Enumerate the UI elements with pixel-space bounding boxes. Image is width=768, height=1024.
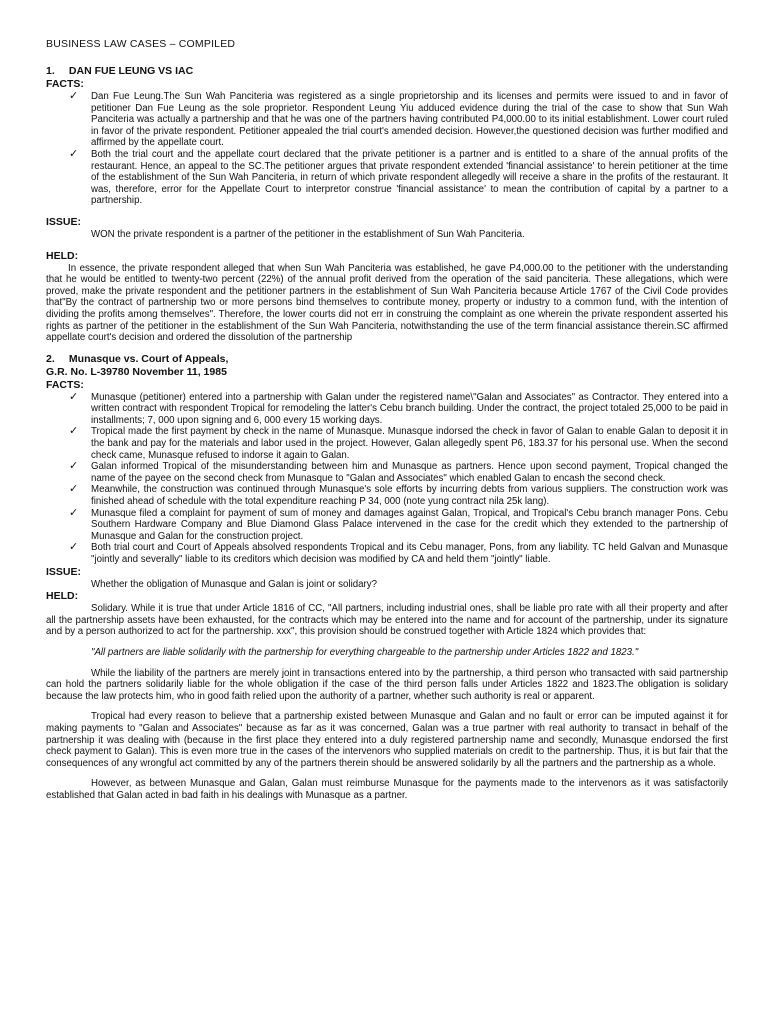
case-2-paragraph: While the liability of the partners are merely joint in transactions entered into by the partnership, a third person who transacted with said partnership can hold the partners solidarily liable for the whole obligation if the case of the third person falls under Articles 1822 and 1823.The obligation is solidary because the law protects him, who in good faith relied upon the authority of a partner, whether such authority is real or apparent. — [46, 667, 728, 702]
list-item: ✓ Dan Fue Leung.The Sun Wah Panciteria was registered as a single proprietorship and its licenses and permits were issued to and in favor of petitioner Dan Fue Leung as the sole proprietor. Respondent Leung Yiu adduced evidence during the trial of the case to show that Sun Wah Panciteria was actually a partnership and that he was one of the partners having contributed P4,000.00 to its initial establishment. Lower court ruled in favor of the private respondent. Petitioner appealed the trial court's amended decision. However,the questioned decision was further modified and affirmed by the appellate court. — [69, 90, 728, 149]
case-2-title: Munasque vs. Court of Appeals, — [68, 352, 229, 365]
case-2-issue-label: ISSUE: — [46, 565, 82, 578]
checkmark-icon: ✓ — [69, 147, 79, 160]
case-2-facts-label: FACTS: — [46, 378, 84, 391]
case-2-facts-list — [46, 392, 728, 566]
checkmark-icon: ✓ — [69, 390, 79, 403]
case-1-number: 1. — [46, 65, 55, 77]
case-2-paragraph: However, as between Munasque and Galan, Galan must reimburse Munasque for the payments made to the intervenors as it was satisfactorily established that Galan acted in bad faith in his dealings with Munasque as a partner. — [46, 778, 728, 801]
case-2-paragraph: Tropical had every reason to believe that a partnership existed between Munasque and Galan and no fault or error can be imputed against it for making payments to "Galan and Associates" because as far as it was concerned, Galan was a true partner with real authority to transact in behalf of the partnership it was dealing with (because in the first place they entered into a duly registered partnership name and secondly, Munasque endorsed the first check payment to Galan). This is even more true in the cases of the intervenors who supplied materials on credit to the partnership. Thus, it is but fair that the consequences of any wrongful act committed by any of the partners therein should be answered solidarily by all the partners and the partnership as a whole. — [46, 711, 728, 769]
case-2-heading — [46, 353, 728, 366]
case-1-issue: WON the private respondent is a partner of the petitioner in the establishment of Sun Wah Panciteria. — [91, 228, 525, 240]
document-title: BUSINESS LAW CASES – COMPILED — [46, 38, 236, 50]
checkmark-icon: ✓ — [69, 425, 79, 438]
checkmark-icon: ✓ — [69, 541, 79, 554]
case-2-gr-number: G.R. No. L-39780 November 11, 1985 — [46, 365, 227, 378]
list-item: ✓ Galan informed Tropical of the misunderstanding between him and Munasque as partners. Hence upon second payment, Tropical changed the name of the payee on the second check from Munasque to "Galan and Associates" which enabled Galan to encash the second check. — [69, 460, 728, 484]
checkmark-icon: ✓ — [69, 506, 79, 519]
case-1-issue-label: ISSUE: — [46, 215, 82, 228]
list-item: ✓ Meanwhile, the construction was continued through Munasque's sole efforts by incurring debts from various suppliers. The construction work was finished ahead of schedule with the total expenditure reaching P 34, 000 (note yung contract nila 25k lang). — [69, 483, 728, 508]
case-1-heading — [46, 65, 728, 78]
list-item: ✓ Munasque (petitioner) entered into a partnership with Galan under the registered name\"Galan and Associates" as Contractor. They entered into a written contract with respondent Tropical for remodeling the latter's Cebu branch building. Under the contract, the project totaled 25,000 to be paid in installments; 7, 000 upon signing and 6, 000 every 15 working days. — [69, 390, 728, 426]
case-1-facts-label: FACTS: — [46, 78, 84, 90]
case-1-held-label: HELD: — [46, 249, 79, 262]
case-2-held: Solidary. While it is true that under Article 1816 of CC, "All partners, including industrial ones, shall be liable pro rate with all their property and after all the partnership assets have been exhausted, for the contracts which may be entered into the name and for account of the partnership, under its signature and by a person authorized to act for the partnership. xxx", this provision should be construed together with Article 1824 which provides that: — [46, 603, 728, 638]
checkmark-icon: ✓ — [69, 460, 79, 473]
checkmark-icon: ✓ — [69, 90, 79, 102]
case-1-held: In essence, the private respondent alleged that when Sun Wah Panciteria was established, he gave P4,000.00 to the petitioner with the understanding that he would be entitled to twenty-two percent (22%) of the annual profit derived from the operation of the said panciteria. These allegations, which were proved, make the private respondent and the petitioner partners in the establishment of Sun Wah Panciteria because Article 1767 of the Civil Code provides that"By the contract of partnership two or more persons bind themselves to contribute money, property or industry to a common fund, with the intention of dividing the profits among themselves". Therefore, the lower courts did not err in construing the complaint as one wherein the private respondent asserted his rights as partner of the petitioner in the establishment of the Sun Wah Panciteria, notwithstanding the use of the term financial assistance therein.SC affirmed appellate court's decision and ordered the dissolution of the partnership — [46, 262, 728, 344]
checkmark-icon: ✓ — [69, 483, 79, 496]
case-1-title: DAN FUE LEUNG VS IAC — [68, 65, 194, 77]
case-2-held-label: HELD: — [46, 590, 79, 603]
list-item: ✓ Both trial court and Court of Appeals absolved respondents Tropical and its Cebu manager, Pons, from any liability. TC held Galvan and Munasque "jointly and severally" liable to its creditors which decision was modified by CA and held them "jointly" liable. — [69, 541, 728, 565]
case-2-issue: Whether the obligation of Munasque and Galan is joint or solidary? — [91, 578, 377, 590]
list-item: ✓ Both the trial court and the appellate court declared that the private petitioner is a partner and is entitled to a share of the annual profits of the restaurant. Hence, an appeal to the SC.The petitioner argues that private respondent extended 'financial assistance' to herein petitioner at the time of the establishment of the Sun Wah Panciteria, in return of which private respondent allegedly will receive a share in the profits of the restaurant. It was, therefore, error for the Appellate Court to interpretor construe 'financial assistance' to mean the contribution of capital by a partner to a partnership. — [69, 147, 728, 207]
list-item: ✓ Tropical made the first payment by check in the name of Munasque. Munasque indorsed the check in favor of Galan to enable Galan to deposit it in the bank and pay for the materials and labor used in the project. However, Galan allegedly spent P6, 183.37 for his personal use. When the second check came, Munasque refused to indorse it again to Galan. — [69, 425, 728, 461]
case-1-facts-list — [46, 91, 728, 207]
case-2-number: 2. — [46, 352, 55, 365]
list-item: ✓ Munasque filed a complaint for payment of sum of money and damages against Galan, Tropical, and Tropical's Cebu branch manager Pons. Cebu Southern Hardware Company and Blue Diamond Glass Palace intervened in the case for the credit which they extended to the partnership of Munasque and Galan for the construction project. — [69, 506, 728, 542]
case-2-quote: "All partners are liable solidarily with the partnership for everything chargeable to the partnership under Articles 1822 and 1823." — [91, 646, 639, 658]
